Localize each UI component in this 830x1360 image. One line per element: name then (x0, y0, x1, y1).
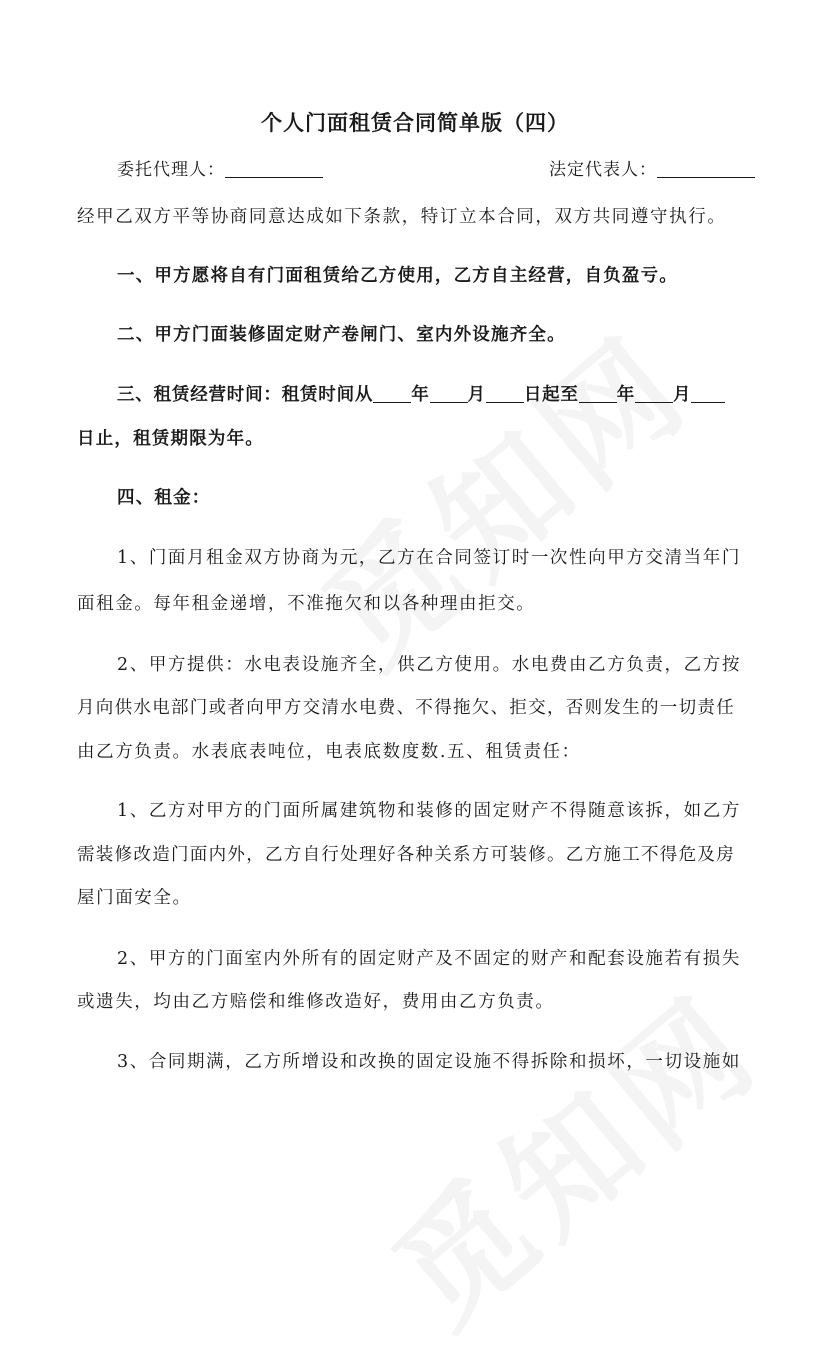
end-year-label: 年 (616, 385, 636, 405)
agent-blank[interactable] (225, 159, 323, 178)
end-month-label: 月 (673, 385, 692, 405)
agent-signature-line (117, 155, 323, 180)
rent-item-1-line-1: 1、门面月租金双方协商为元，乙方在合同签订时一次性向甲方交清当年门 (117, 548, 741, 568)
rent-item-1-line-2: 面租金。每年租金递增，不准拖欠和以各种理由拒交。 (77, 594, 536, 614)
end-day-blank[interactable] (691, 384, 725, 403)
responsibility-1-line-3: 屋门面安全。 (77, 888, 192, 908)
legal-rep-signature-line (549, 155, 755, 180)
start-year-blank[interactable] (373, 384, 411, 403)
start-year-label: 年 (411, 385, 430, 405)
start-month-blank[interactable] (430, 384, 468, 403)
responsibility-3-line-1: 3、合同期满，乙方所增设和改换的固定设施不得拆除和损坏，一切设施如 (117, 1052, 741, 1072)
end-month-blank[interactable] (635, 384, 673, 403)
responsibility-1-line-1: 1、乙方对甲方的门面所属建筑物和装修的固定财产不得随意该拆，如乙方 (117, 801, 741, 821)
clause-2: 二、甲方门面装修固定财产卷闸门、室内外设施齐全。 (117, 325, 566, 345)
responsibility-2-line-1: 2、甲方的门面室内外所有的固定财产及不固定的财产和配套设施若有损失 (117, 949, 741, 969)
end-year-blank[interactable] (579, 384, 617, 403)
start-month-label: 月 (467, 385, 486, 405)
responsibility-2-line-2: 或遗失，均由乙方赔偿和维修改造好，费用由乙方负责。 (77, 992, 555, 1012)
agent-label: 委托代理人： (117, 160, 225, 180)
responsibility-1-line-2: 需装修改造门面内外，乙方自行处理好各种关系方可装修。乙方施工不得危及房 (77, 845, 735, 865)
start-day-blank[interactable] (486, 384, 524, 403)
clause-3-line-1 (117, 381, 757, 406)
clause-3-line-2: 日止，租赁期限为年。 (77, 429, 264, 449)
start-day-label: 日起至 (523, 385, 579, 405)
rent-item-2-line-3: 由乙方负责。水表底表吨位，电表底数度数.五、租赁责任： (77, 742, 581, 762)
clause-4: 四、租金： (117, 488, 211, 508)
legal-rep-label: 法定代表人： (549, 160, 657, 180)
intro-paragraph: 经甲乙双方平等协商同意达成如下条款，特订立本合同，双方共同遵守执行。 (77, 207, 727, 227)
rent-item-2-line-1: 2、甲方提供：水电表设施齐全，供乙方使用。水电费由乙方负责，乙方按 (117, 655, 741, 675)
clause-1: 一、甲方愿将自有门面租赁给乙方使用，乙方自主经营，自负盈亏。 (117, 266, 678, 286)
rent-item-2-line-2: 月向供水电部门或者向甲方交清水电费、不得拖欠、拒交，否则发生的一切责任 (77, 698, 735, 718)
document-title: 个人门面租赁合同简单版（四） (261, 111, 569, 135)
clause-3-prefix: 三、租赁经营时间：租赁时间从 (117, 385, 374, 405)
legal-rep-blank[interactable] (657, 159, 755, 178)
